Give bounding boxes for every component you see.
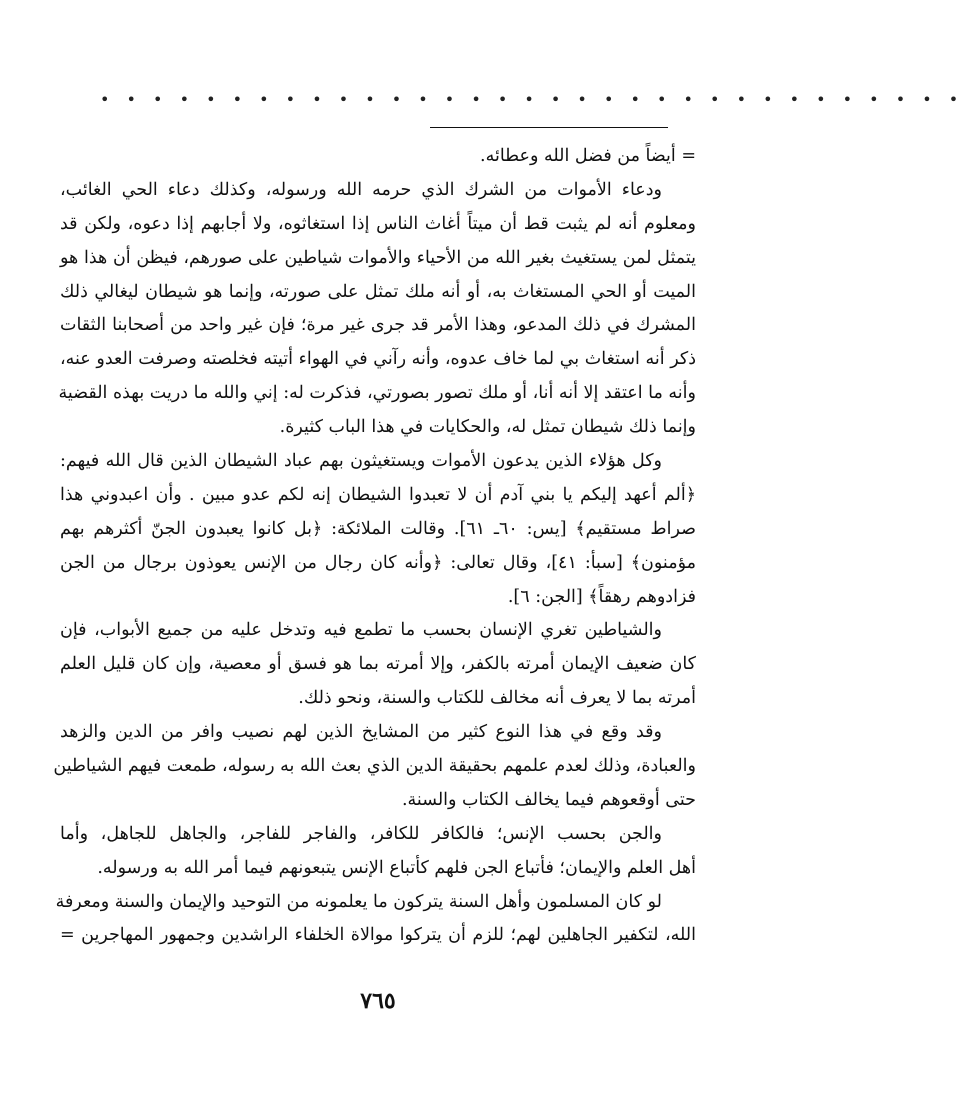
text-line: ذكر أنه استغاث بي لما خاف عدوه، وأنه رآني في الهواء أتيته فخلصته وصرفت العدو عنه، bbox=[60, 349, 696, 370]
text-line: حتى أوقعوهم فيما يخالف الكتاب والسنة. bbox=[401, 789, 696, 810]
text-line: صراط مستقيم﴾ [يس: ٦٠ـ ٦١]. وقالت الملائكة: ﴿بل كانوا يعبدون الجنّ أكثرهم بهم bbox=[60, 518, 696, 539]
text-line: أهل العلم والإيمان؛ فأتباع الجن فلهم كأتباع الإنس يتبعونهم فيما أمر الله به ورسوله. bbox=[97, 857, 696, 878]
text-line: يتمثل لمن يستغيث بغير الله من الأحياء والأموات شياطين على صورهم، فيظن أن هذا هو bbox=[60, 247, 696, 268]
text-line: = أيضاً من فضل الله وعطائه. bbox=[480, 146, 696, 166]
page-number: ٧٦٥ bbox=[360, 988, 396, 1014]
text-line: وكل هؤلاء الذين يدعون الأموات ويستغيثون بهم عباد الشيطان الذين قال الله فيهم: bbox=[60, 451, 662, 472]
text-line: لو كان المسلمون وأهل السنة يتركون ما يعلمونه من التوحيد والإيمان والسنة ومعرفة bbox=[55, 891, 662, 912]
text-line: وإنما ذلك شيطان تمثل له، والحكايات في هذا الباب كثيرة. bbox=[279, 417, 696, 438]
text-line: وأنه ما اعتقد إلا أنه أنا، أو ملك تصور بصورتي، فذكرت له: إني والله ما دريت بهذه القضية bbox=[58, 383, 696, 404]
text-line: الميت أو الحي المستغاث به، أو أنه ملك تمثل على صورته، وإنما هو شيطان ليغالي ذلك bbox=[60, 281, 696, 302]
text-line: الله، لتكفير الجاهلين لهم؛ للزم أن يتركوا موالاة الخلفاء الراشدين وجمهور المهاجرين = bbox=[60, 925, 696, 946]
header-dot-divider: • • • • • • • • • • • • • • • • • • • • • • • • • • • • • • • • • bbox=[100, 90, 964, 109]
footnote-separator-rule bbox=[430, 127, 668, 128]
text-line: أمرته بما لا يعرف أنه مخالف للكتاب والسنة، ونحو ذلك. bbox=[298, 688, 696, 709]
text-line: كان ضعيف الإيمان أمرته بالكفر، وإلا أمرته بما هو فسق أو معصية، وإن كان قليل العلم bbox=[60, 654, 696, 675]
text-line: ودعاء الأموات من الشرك الذي حرمه الله ورسوله، وكذلك دعاء الحي الغائب، bbox=[60, 179, 662, 200]
text-line: ﴿ألم أعهد إليكم يا بني آدم أن لا تعبدوا الشيطان إنه لكم عدو مبين . وأن اعبدوني هذا bbox=[60, 484, 696, 505]
text-line: المشرك في ذلك المدعو، وهذا الأمر قد جرى غير مرة؛ فإن غير واحد من أصحابنا الثقات bbox=[60, 315, 696, 336]
text-line: وقد وقع في هذا النوع كثير من المشايخ الذين لهم نصيب وافر من الدين والزهد bbox=[60, 722, 662, 743]
text-line: ومعلوم أنه لم يثبت قط أن ميتاً أغاث الناس إذا استغاثوه، ولا أجابهم إذا دعوه، ولكن قد bbox=[60, 213, 696, 234]
text-line: والجن بحسب الإنس؛ فالكافر للكافر، والفاجر للفاجر، والجاهل للجاهل، وأما bbox=[60, 823, 662, 844]
text-line: والشياطين تغري الإنسان بحسب ما تطمع فيه وتدخل عليه من جميع الأبواب، فإن bbox=[60, 620, 662, 641]
text-line: فزادوهم رهقاً﴾ [الجن: ٦]. bbox=[507, 586, 696, 607]
text-line: والعبادة، وذلك لعدم علمهم بحقيقة الدين الذي بعث الله به رسوله، طمعت فيهم الشياطين bbox=[53, 756, 696, 777]
body-text bbox=[53, 140, 696, 953]
text-line: مؤمنون﴾ [سبأ: ٤١]، وقال تعالى: ﴿وأنه كان رجال من الإنس يعوذون برجال من الجن bbox=[60, 552, 696, 573]
